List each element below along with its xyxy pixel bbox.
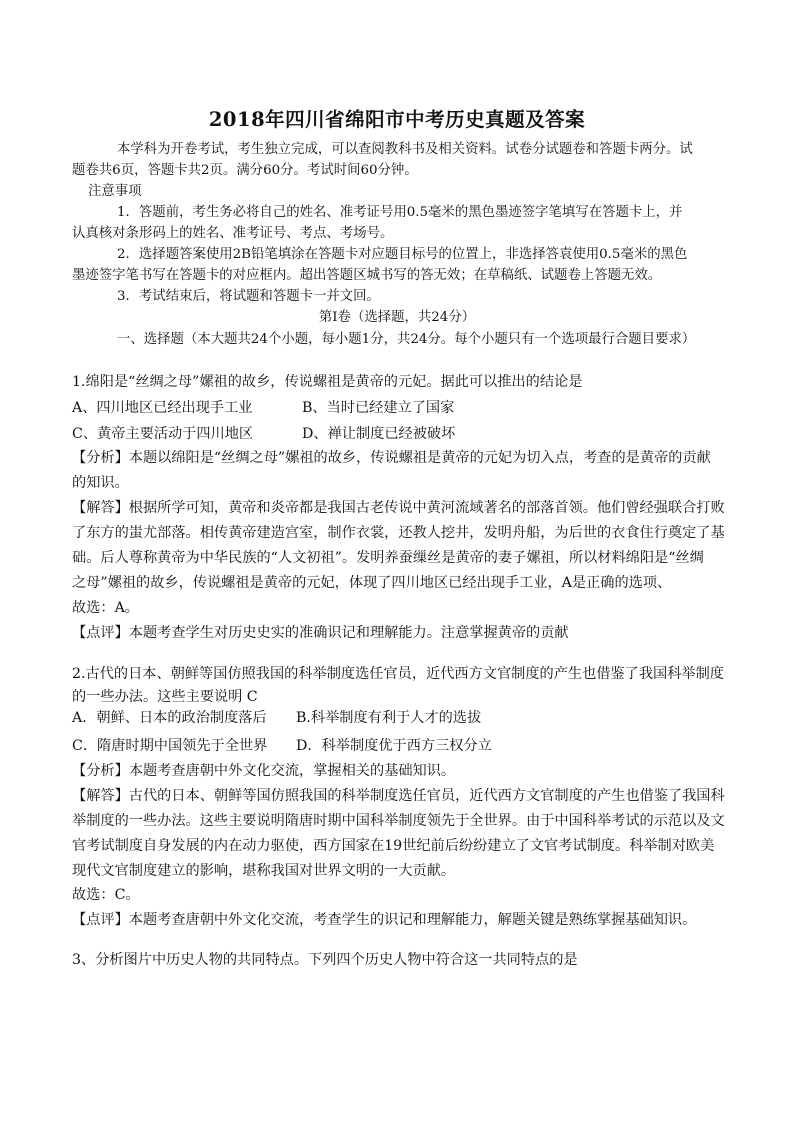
q1-answer-line-2: 了东方的蚩尤部落。相传黄帝建造宫室，制作衣裳，还教人挖井，发明舟船，为后世的衣食住行奠定了基 [72,525,725,541]
page-title: 2018年四川省绵阳市中考历史真题及答案 [208,108,586,131]
q1-option-a: A、四川地区已经出现手工业 [72,400,253,416]
notice-item-2-line-2: 墨迹签字笔书写在答题卡的对应框内。超出答题区城书写的答无效；在草稿纸、试题卷上答题无效。 [72,268,662,283]
q1-option-d: D、禅让制度已经被破坏 [302,426,456,442]
notice-item-3: 3．考试结束后，将试题和答题卡一并文回。 [117,289,380,304]
q1-stem: 1.绵阳是“丝绸之母”嫘祖的故乡，传说螺祖是黄帝的元妃。据此可以推出的结论是 [72,374,583,390]
q1-analysis-line-1: 【分析】本题以绵阳是“丝绸之母”嫘祖的故乡，传说螺祖是黄帝的元妃为切入点，考查的是黄帝的贡献 [72,450,711,466]
section-instruction: 一、选择题（本大题共24个小题，每小题1分，共24分。每个小题只有一个选项最行合题目要求） [117,332,696,347]
q2-stem-line-2: 的一些办法。这些主要说明 C [72,689,258,705]
q2-option-d: D．科举制度优于西方三权分立 [296,738,492,754]
q1-analysis-line-2: 的知识。 [72,475,129,491]
q2-option-b: B.科举制度有利于人才的选拔 [296,710,482,726]
q2-option-a: A．朝鲜、日本的政治制度落后 [72,710,267,726]
notice-item-1-line-1: 1．答题前，考生务必将自己的姓名、准考证号用0.5毫米的黑色墨迹签字笔填写在答题卡上，并 [117,205,683,220]
intro-line-2: 题卷共6页，答题卡共2页。满分60分。考试时间60分钟。 [72,163,418,178]
notice-item-1-line-2: 认真核对条形码上的姓名、准考证号、考点、考场号。 [72,226,394,241]
q2-answer-line-2: 举制度的一些办法。这些主要说明隋唐时期中国科举制度领先于全世界。由于中国科举考试的示范以及文 [72,813,725,829]
q1-answer-line-4: 之母”嫘祖的故乡，传说螺祖是黄帝的元妃，体现了四川地区已经出现手工业，A是正确的选项、 [72,575,672,591]
q3-stem: 3、分析图片中历史人物的共同特点。下列四个历史人物中符合这一共同特点的是 [72,952,578,968]
q1-choice: 故选：A。 [72,600,139,616]
q1-comment: 【点评】本题考查学生对历史史实的准确识记和理解能力。注意掌握黄帝的贡献 [72,625,569,641]
intro-line-1: 本学科为开卷考试，考生独立完成，可以查阅教科书及相关资料。试卷分试题卷和答题卡两分。试 [117,142,693,157]
section-heading: 第Ⅰ卷（选择题，共24分） [318,310,476,325]
q2-answer-line-1: 【解答】古代的日本、朝鲜等国仿照我国的科举制度选任官员，近代西方文官制度的产生也借鉴了我国科 [72,788,725,804]
q1-answer-line-3: 础。后人尊称黄帝为中华民族的“人文初祖”。发明养蚕缫丝是黄帝的妻子嫘祖，所以材料绵阳是“丝绸 [72,550,704,566]
notice-item-2-line-1: 2．选择题答案使用2B铅笔填涂在答题卡对应题目标号的位置上，非选择答袁使用0.5毫米的黑色 [117,247,688,262]
q1-option-b: B、当时已经建立了国家 [302,400,455,416]
q1-option-c: C、黄帝主要活动于四川地区 [72,426,254,442]
q2-analysis: 【分析】本题考查唐朝中外文化交流，掌握相关的基础知识。 [72,763,456,779]
q2-choice: 故选：C。 [72,887,140,903]
q2-stem-line-1: 2.古代的日本、朝鲜等国仿照我国的科举制度选任官员，近代西方文官制度的产生也借鉴了我国科举制度 [72,666,724,682]
notice-heading: 注意事项 [88,184,142,199]
q2-option-c: C．隋唐时期中国领先于全世界 [72,738,268,754]
q2-answer-line-3: 官考试制度自身发展的内在动力驱使，西方国家在19世纪前后纷纷建立了文官考试制度。科举制对欧美 [72,838,715,854]
q2-comment: 【点评】本题考查唐朝中外文化交流，考查学生的识记和理解能力，解题关键是熟练掌握基础知识。 [72,912,697,928]
q1-answer-line-1: 【解答】根据所学可知，黄帝和炎帝都是我国古老传说中黄河流域著名的部落首领。他们曾经强联合打败 [72,500,725,516]
q2-answer-line-4: 现代文官制度建立的影响，堪称我国对世界文明的一大贡献。 [72,863,456,879]
